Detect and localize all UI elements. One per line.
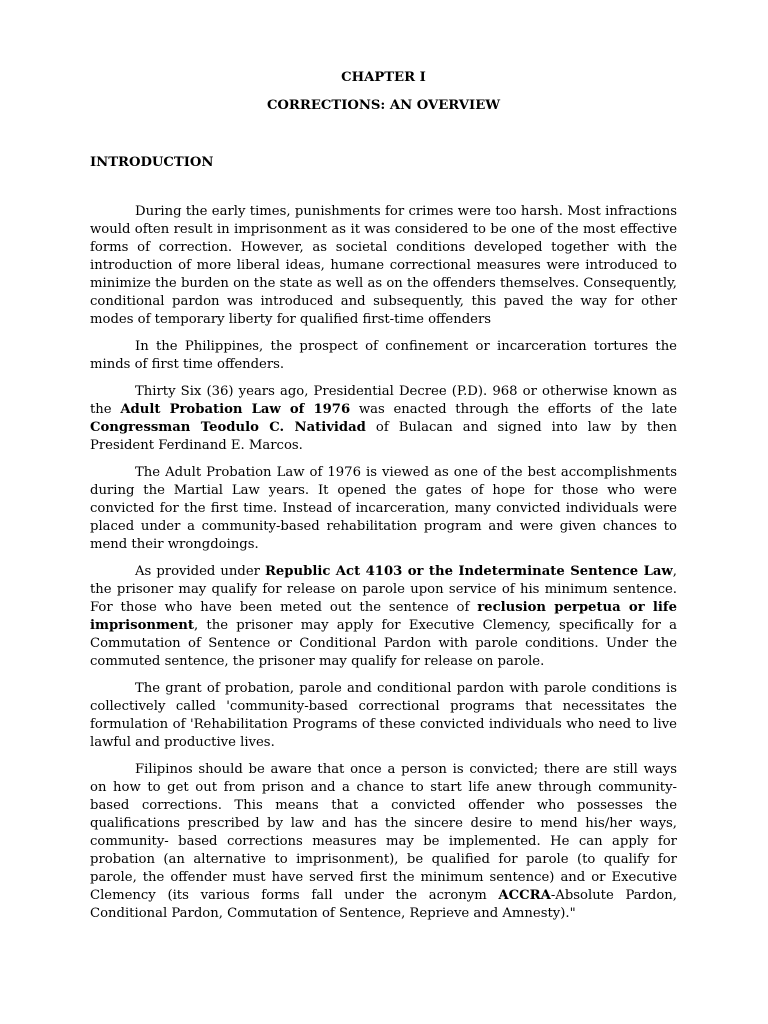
reclusion-perpetua-bold: reclusion perpetua or life imprisonment: [90, 600, 677, 633]
paragraph-3-text-3: of Bulacan and signed into law by then President Ferdinand E. Marcos.: [90, 420, 677, 453]
paragraph-5-text-3: , the prisoner may apply for Executive Clemency, specifically for a Commutation of Sentence or Conditional Pardon with parole conditions. Under the commuted sentence, the prisoner may qualify for release on parole.: [90, 618, 677, 669]
paragraph-5-text-2: , the prisoner may qualify for release on parole upon service of his minimum sentence. For those who have been meted out the sentence of: [90, 564, 677, 615]
chapter-title: CORRECTIONS: AN OVERVIEW: [266, 98, 501, 113]
paragraph-5: [90, 563, 677, 671]
paragraph-5-text-1: As provided under: [135, 564, 265, 579]
chapter-number: CHAPTER I: [341, 70, 426, 85]
republic-act-bold: Republic Act 4103 or the Indeterminate Sentence Law: [264, 564, 673, 579]
paragraph-7-text-2: -Absolute Pardon, Conditional Pardon, Commutation of Sentence, Reprieve and Amnesty).": [90, 888, 677, 921]
paragraph-7: [90, 761, 677, 923]
adult-probation-law-bold: Adult Probation Law of 1976: [120, 402, 351, 417]
section-heading: INTRODUCTION: [90, 155, 214, 170]
document-page: [90, 66, 677, 923]
paragraph-3: [90, 383, 677, 455]
accra-acronym-bold: ACCRA: [498, 888, 551, 903]
paragraph-7-text-1: Filipinos should be aware that once a person is convicted; there are still ways on how to get out from prison and a chance to start life anew through community-based corrections. This means that a convicted offender who possesses the qualifications prescribed by law and has the sincere desire to mend his/her ways, community- based corrections measures may be implemented. He can apply for probation (an alternative to imprisonment), be qualified for parole (to qualify for parole, the offender must have served first the minimum sentence) and or Executive Clemency (its various forms fall under the acronym: [90, 762, 677, 903]
paragraph-3-text-2: was enacted through the efforts of the late: [350, 402, 677, 417]
paragraph-6: The grant of probation, parole and conditional pardon with parole conditions is collectively called 'community-based correctional programs that necessitates the formulation of 'Rehabilitation Programs of these convicted individuals who need to live lawful and productive lives.: [90, 681, 677, 750]
paragraph-2: In the Philippines, the prospect of confinement or incarceration tortures the minds of first time offenders.: [90, 339, 677, 372]
paragraph-4: The Adult Probation Law of 1976 is viewed as one of the best accomplishments during the Martial Law years. It opened the gates of hope for those who were convicted for the first time. Instead of incarceration, many convicted individuals were placed under a community-based rehabilitation program and were given chances to mend their wrongdoings.: [90, 465, 677, 552]
congressman-name-bold: Congressman Teodulo C. Natividad: [90, 420, 366, 435]
paragraph-1: During the early times, punishments for crimes were too harsh. Most infractions would often result in imprisonment as it was considered to be one of the most effective forms of correction. However, as societal conditions developed together with the introduction of more liberal ideas, humane correctional measures were introduced to minimize the burden on the state as well as on the offenders themselves. Consequently, conditional pardon was introduced and subsequently, this paved the way for other modes of temporary liberty for qualified first-time offenders: [90, 204, 677, 327]
paragraph-3-text-1: Thirty Six (36) years ago, Presidential Decree (P.D). 968 or otherwise known as the: [90, 384, 677, 417]
